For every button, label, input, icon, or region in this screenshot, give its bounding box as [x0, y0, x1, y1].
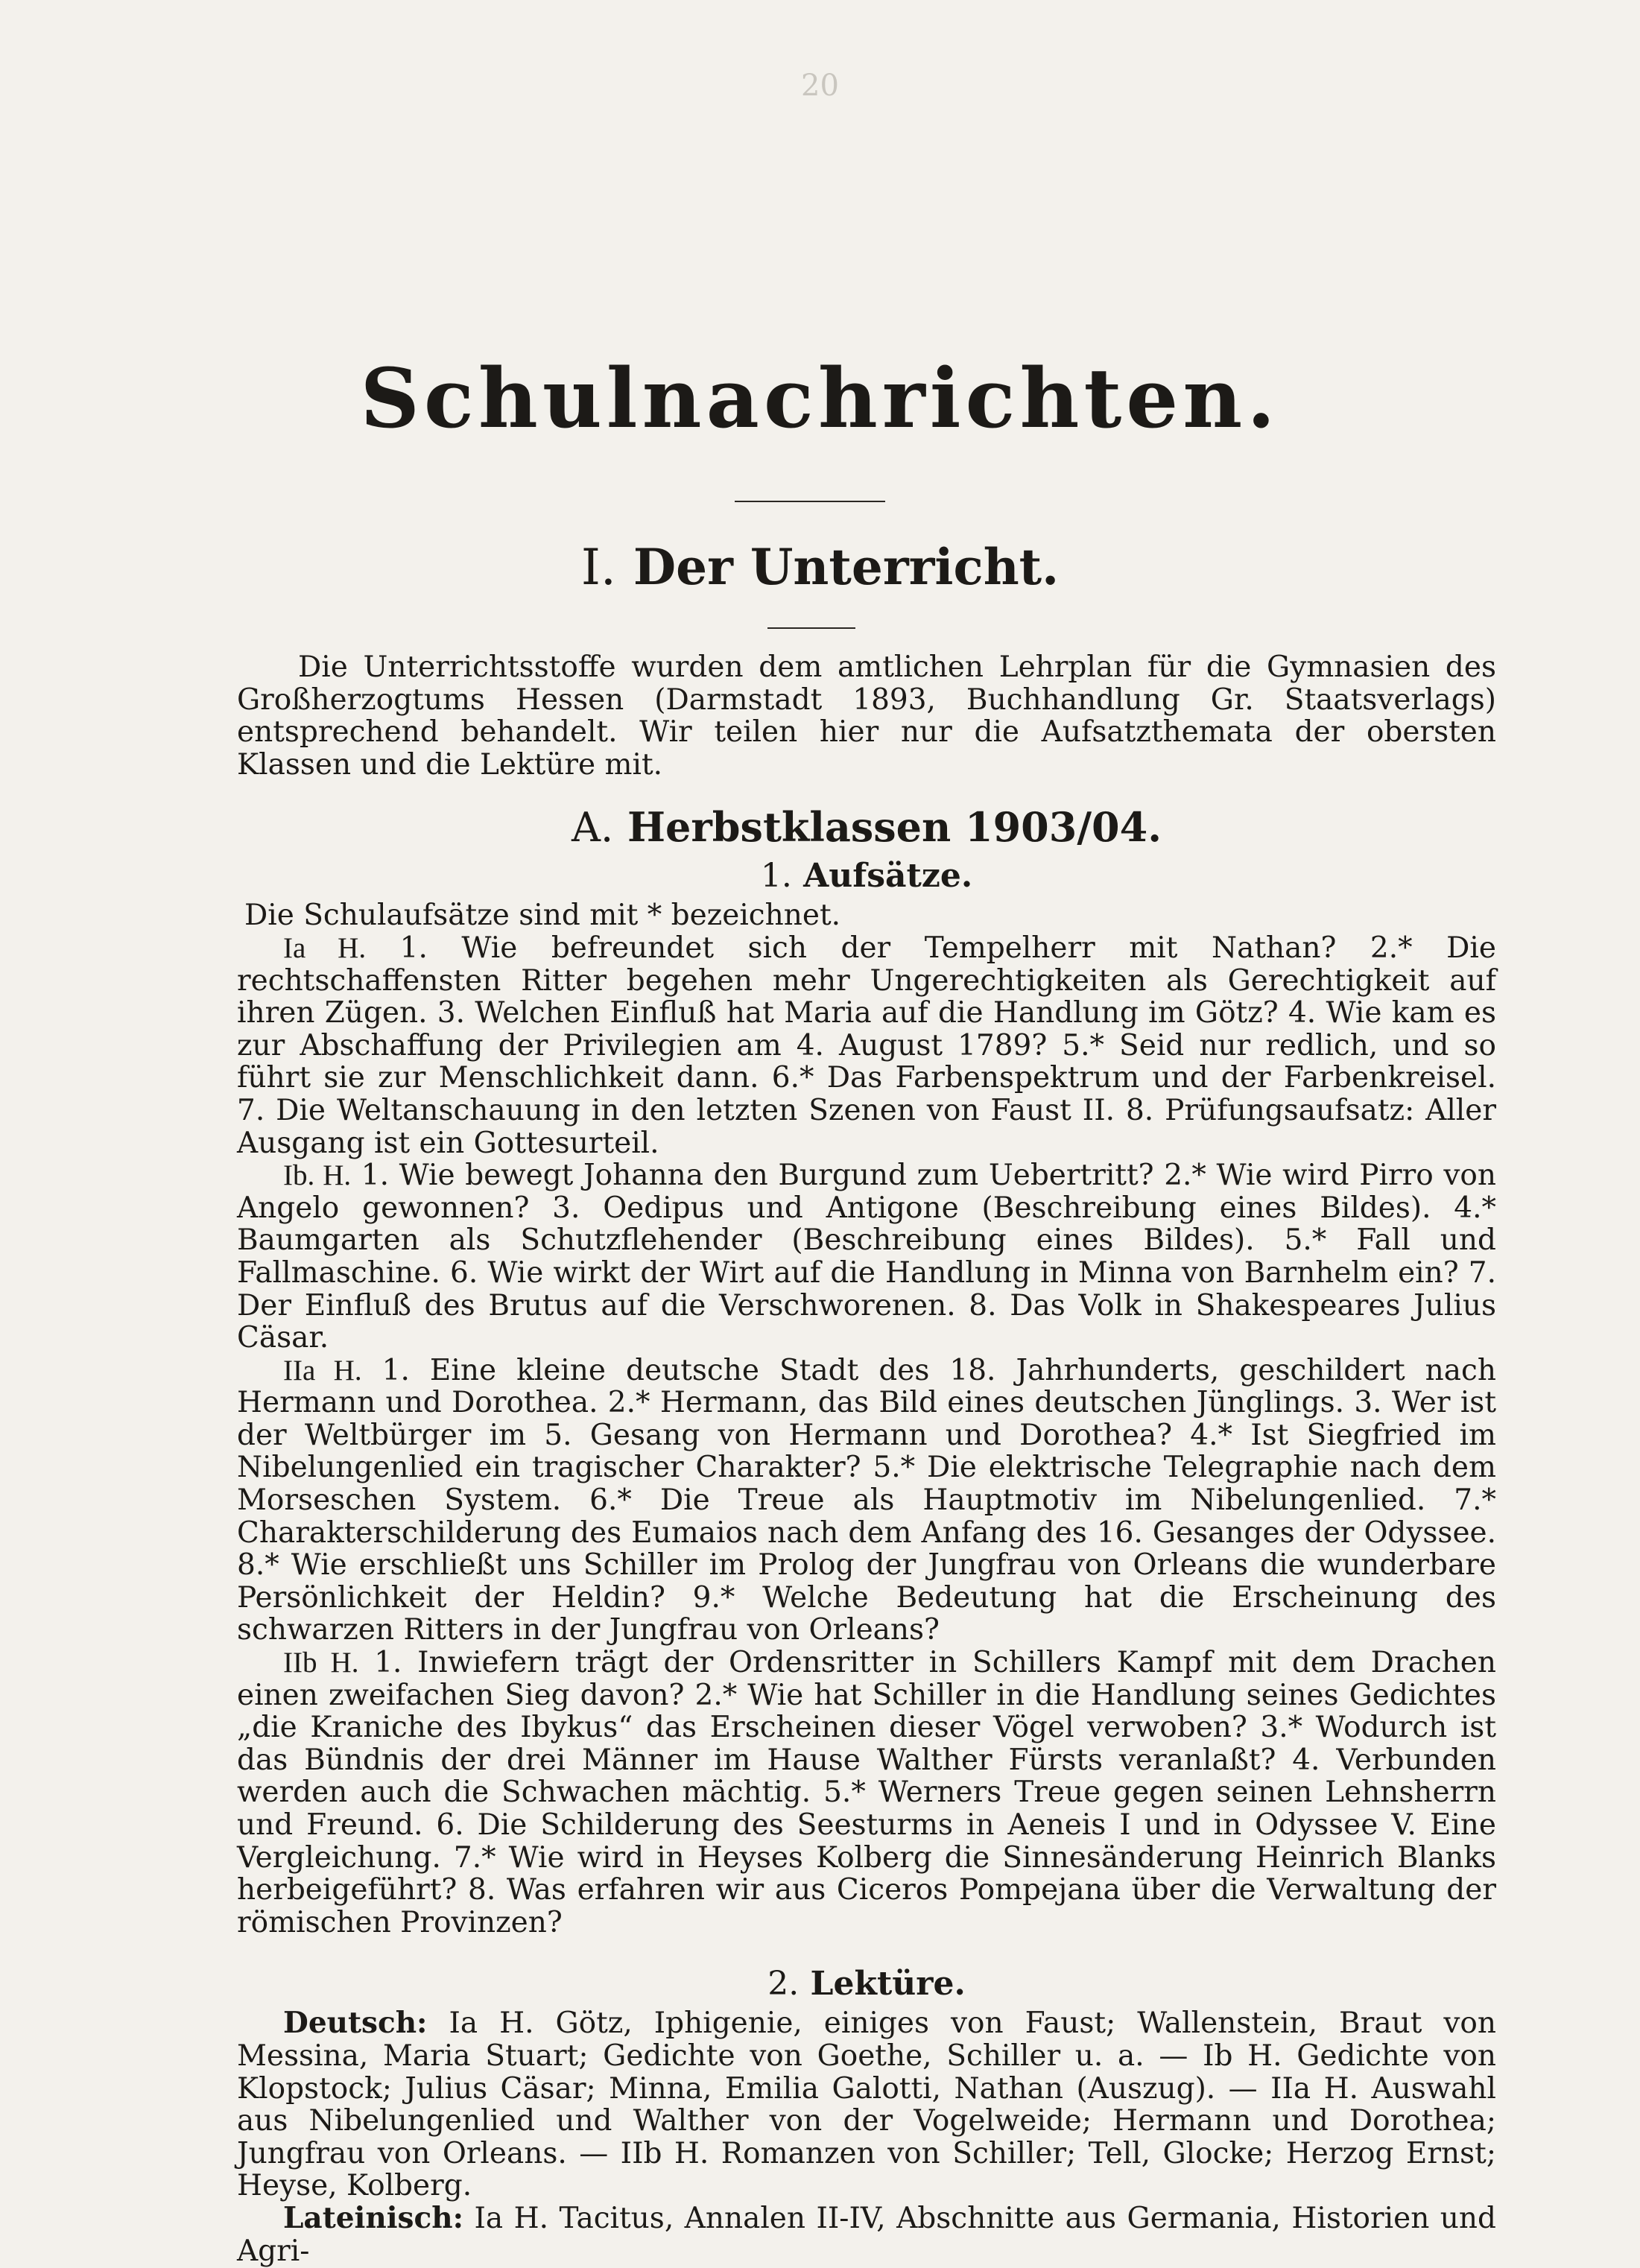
lektuere-deutsch: [237, 2007, 1496, 2202]
subject-label-deutsch: Deutsch:: [283, 2006, 428, 2041]
page-title: Schulnachrichten.: [360, 350, 1280, 446]
lektuere-latein: [237, 2202, 1496, 2267]
lektuere-title: Lektüre.: [810, 1965, 966, 2003]
class-topics: 1. Eine kleine deutsche Stadt des 18. Jahrhunderts, geschildert nach Hermann und Dorothea. 2.* Hermann, das Bild eines deutschen Jünglings. 3. Wer ist der Weltbürger im 5. Gesang von Hermann und Dorothea? 4.* Ist Siegfried im Nibelungenlied ein tragischer Charakter? 5.* Die elektrische Telegraphie nach dem Morseschen System. 6.* Die Treue als Hauptmotiv im Nibelungenlied. 7.* Charakterschilderung des Eumaios nach dem Anfang des 16. Gesanges der Odyssee. 8.* Wie erschließt uns Schiller im Prolog der Jungfrau von Orleans die wunderbare Persönlichkeit der Heldin? 9.* Welche Bedeutung hat die Erscheinung des schwarzen Ritters in der Jungfrau von Orleans?: [237, 1353, 1496, 1647]
class-entry: [237, 1159, 1496, 1355]
class-topics: 1. Inwiefern trägt der Ordensritter in Schillers Kampf mit dem Drachen einen zweifachen Sieg davon? 2.* Wie hat Schiller in die Handlung seines Gedichtes „die Kraniche des Ibykus“ das Erscheinen dieser Vögel verwoben? 3.* Wodurch ist das Bündnis der drei Männer im Hause Walther Fürsts veranlaßt? 4. Verbunden werden auch die Schwachen mächtig. 5.* Werners Treue gegen seinen Lehnsherrn und Freund. 6. Die Schilderung des Seesturms in Aeneis I und in Odyssee V. Eine Vergleichung. 7.* Wie wird in Heyses Kolberg die Sinnesänderung Heinrich Blanks herbeigeführt? 8. Was erfahren wir aus Ciceros Pompejana über die Verwaltung der römischen Provinzen?: [237, 1646, 1497, 1939]
class-entry: [237, 932, 1496, 1159]
subsection-title: Herbstklassen 1903/04.: [627, 803, 1162, 852]
class-topics: 1. Wie befreundet sich der Tempelherr mit Nathan? 2.* Die rechtschaffensten Ritter begehen mehr Ungerechtigkeiten als Gerechtigkeit auf ihren Zügen. 3. Welchen Einfluß hat Maria auf die Handlung im Götz? 4. Wie kam es zur Abschaffung der Privilegien am 4. August 1789? 5.* Seid nur redlich, und so führt sie zur Menschlichkeit dann. 6.* Das Farbenspektrum und der Farbenkreisel. 7. Die Weltanschauung in den letzten Szenen von Faust II. 8. Prüfungsaufsatz: Aller Ausgang ist ein Gottesurteil.: [237, 931, 1496, 1160]
aufsaetze-number: 1.: [760, 857, 792, 896]
class-label: IIa H.: [283, 1354, 362, 1387]
aufsaetze-heading: [237, 856, 1496, 896]
class-label: Ia H.: [283, 931, 367, 964]
section-divider: [767, 627, 855, 629]
class-label: Ib. H.: [283, 1159, 352, 1192]
page-number: 20: [801, 69, 839, 103]
intro-paragraph: Die Unterrichtsstoffe wurden dem amtlichen Lehrplan für die Gymnasien des Großherzogtums Hessen (Darmstadt 1893, Buchhandlung Gr. Staatsverlags) entsprechend behandelt. Wir teilen hier nur die Aufsatzthemata der obersten Klassen und die Lektüre mit.: [237, 650, 1496, 782]
subject-label-latein: Lateinisch:: [283, 2200, 463, 2235]
section-title: Der Unterricht.: [633, 538, 1060, 596]
lektuere-number: 2.: [767, 1965, 800, 2003]
lektuere-heading: [237, 1964, 1496, 2004]
class-label: IIb H.: [283, 1647, 359, 1679]
class-topics: 1. Wie bewegt Johanna den Burgund zum Uebertritt? 2.* Wie wird Pirro von Angelo gewonnen? 3. Oedipus und Antigone (Beschreibung eines Bildes). 4.* Baumgarten als Schutzflehender (Beschreibung eines Bildes). 5.* Fall und Fallmaschine. 6. Wie wirkt der Wirt auf die Handlung in Minna von Barnhelm ein? 7. Der Einfluß des Brutus auf die Verschworenen. 8. Das Volk in Shakespeares Julius Cäsar.: [237, 1159, 1496, 1355]
deutsch-reading-list: Ia H. Götz, Iphigenie, einiges von Faust; Wallenstein, Braut von Messina, Maria Stuart; Gedichte von Goethe, Schiller u. a. — Ib H. Gedichte von Klopstock; Julius Cäsar; Minna, Emilia Galotti, Nathan (Auszug). — IIa H. Auswahl aus Nibelungenlied und Walther von der Vogelweide; Hermann und Dorothea; Jungfrau von Orleans. — IIb H. Romanzen von Schiller; Tell, Glocke; Herzog Ernst; Heyse, Kolberg.: [237, 2006, 1496, 2203]
class-entry: [237, 1647, 1496, 1939]
body-text: [237, 651, 1496, 2267]
latein-reading-list: Ia H. Tacitus, Annalen II-IV, Abschnitte aus Germania, Historien und Agri-: [237, 2201, 1496, 2268]
section-number: I.: [580, 539, 616, 596]
aufsaetze-title: Aufsätze.: [803, 857, 973, 896]
section-heading: [0, 538, 1640, 596]
title-divider: [735, 501, 885, 502]
aufsaetze-note: Die Schulaufsätze sind mit * bezeichnet.: [244, 899, 841, 933]
subsection-letter: A.: [571, 804, 614, 852]
subsection-heading: [237, 803, 1496, 852]
class-entry: [237, 1355, 1496, 1647]
